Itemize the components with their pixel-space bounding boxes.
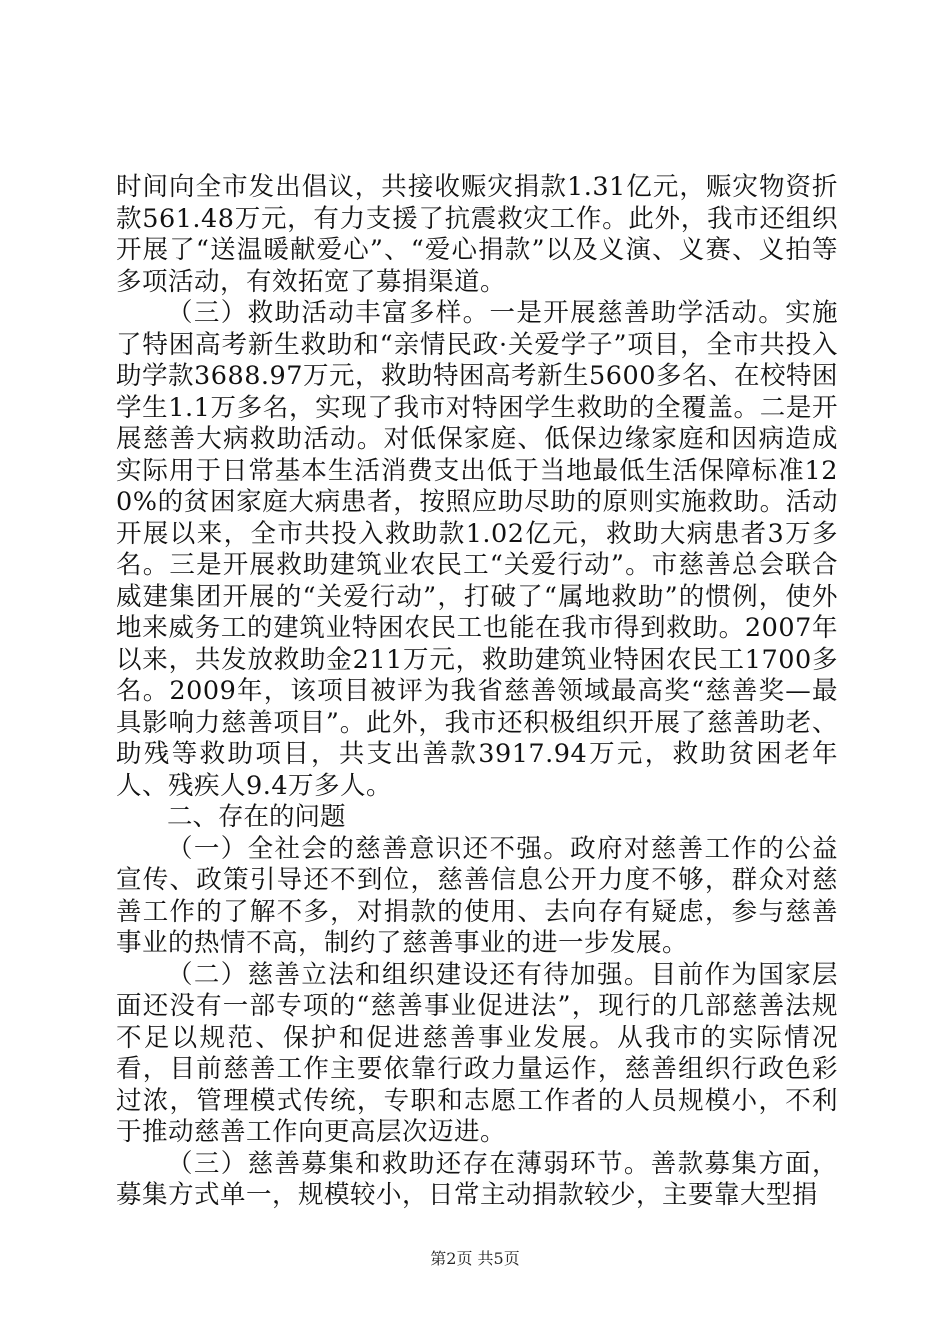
paragraph-legislation-organization: （二）慈善立法和组织建设还有待加强。目前作为国家层面还没有一部专项的“慈善事业促进法”，现行的几部慈善法规不足以规范、保护和促进慈善事业发展。从我市的实际情况看，目前慈善工作主要依靠行政力量运作，慈善组织行政色彩过浓，管理模式传统，专职和志愿工作者的人员规模小，不利于推动慈善工作向更高层次迈进。 <box>116 959 838 1147</box>
section-heading-problems: 二、存在的问题 <box>167 802 346 832</box>
paragraph-relief-activities: （三）救助活动丰富多样。一是开展慈善助学活动。实施了特困高考新生救助和“亲情民政·关爱学子”项目，全市共投入助学款3688.97万元，救助特困高考新生5600多名、在校特困学生1.1万多名，实现了我市对特困学生救助的全覆盖。二是开展慈善大病救助活动。对低保家庭、低保边缘家庭和因病造成实际用于日常基本生活消费支出低于当地最低生活保障标准120%的贫困家庭大病患者，按照应助尽助的原则实施救助。活动开展以来，全市共投入救助款1.02亿元，救助大病患者3万多名。三是开展救助建筑业农民工“关爱行动”。市慈善总会联合威建集团开展的“关爱行动”，打破了“属地救助”的惯例，使外地来威务工的建筑业特困农民工也能在我市得到救助。2007年以来，共发放救助金211万元，救助建筑业特困农民工1700多名。2009年，该项目被评为我省慈善领域最高奖“慈善奖—最具影响力慈善项目”。此外，我市还积极组织开展了慈善助老、助残等救助项目，共支出善款3917.94万元，救助贫困老年人、残疾人9.4万多人。 <box>116 298 838 801</box>
paragraph-relief-donations: 时间向全市发出倡议，共接收赈灾捐款1.31亿元，赈灾物资折款561.48万元，有力支援了抗震救灾工作。此外，我市还组织开展了“送温暖献爱心”、“爱心捐款”以及义演、义赛、义拍等多项活动，有效拓宽了募捐渠道。 <box>116 172 838 297</box>
paragraph-charity-awareness: （一）全社会的慈善意识还不强。政府对慈善工作的公益宣传、政策引导还不到位，慈善信息公开力度不够，群众对慈善工作的了解不多，对捐款的使用、去向存有疑虑，参与慈善事业的热情不高，制约了慈善事业的进一步发展。 <box>116 833 838 958</box>
page-number-footer: 第2页 共5页 <box>430 1249 520 1268</box>
paragraph-fundraising-weakness: （三）慈善募集和救助还存在薄弱环节。善款募集方面，募集方式单一，规模较小，日常主动捐款较少，主要靠大型捐 <box>116 1148 838 1210</box>
document-body <box>116 172 838 1212</box>
